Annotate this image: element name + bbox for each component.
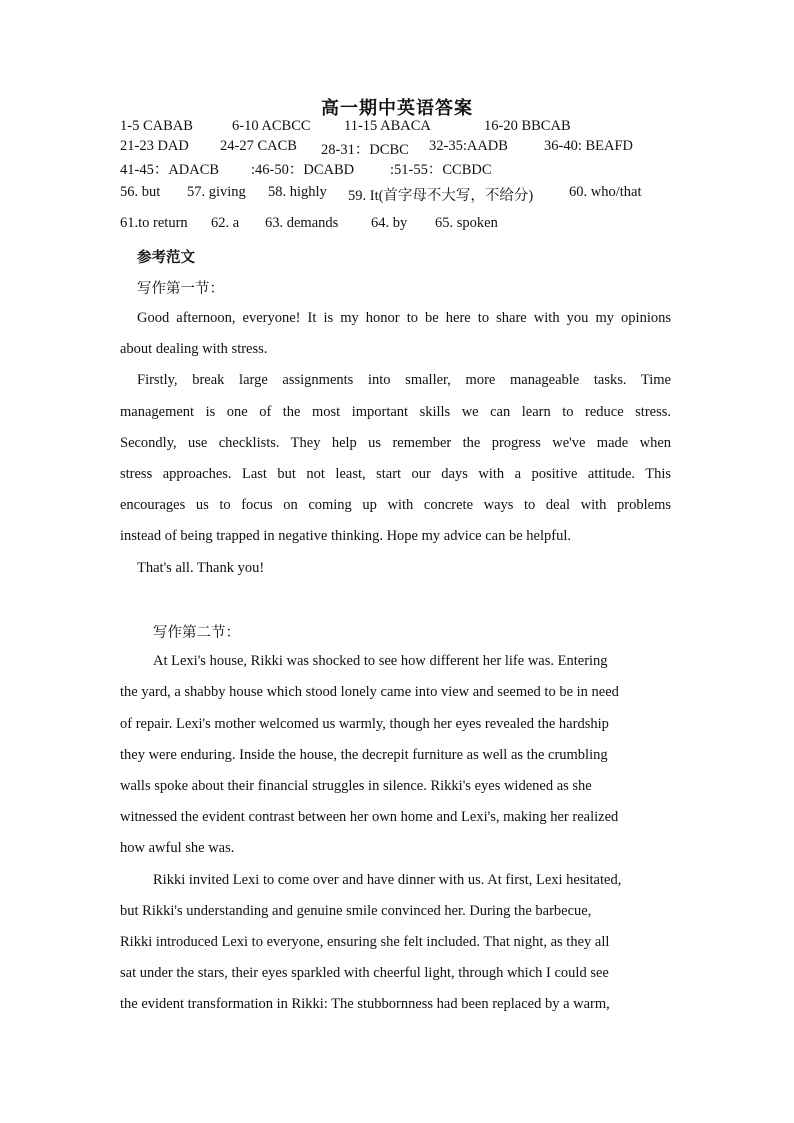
answer-group: 65. spoken [435, 215, 498, 231]
essay-line: management is one of the most important skills we can learn to reduce stress. [120, 404, 671, 420]
essay-line: the yard, a shabby house which stood lonely came into view and seemed to be in need [120, 684, 619, 700]
answer-group: 62. a [211, 215, 240, 231]
answer-group: 1-5 CABAB [120, 118, 193, 134]
essay-line: sat under the stars, their eyes sparkled with cheerful light, through which I could see [120, 965, 609, 981]
essay-line: encourages us to focus on coming up with concrete ways to deal with problems [120, 497, 671, 513]
essay-line: about dealing with stress. [120, 341, 268, 357]
essay-line: witnessed the evident contrast between her own home and Lexi's, making her realized [120, 809, 619, 825]
answer-group: 57. giving [187, 184, 246, 200]
answer-group: 36-40: BEAFD [544, 138, 634, 154]
answer-group: 32-35:AADB [429, 138, 508, 154]
essay-line: Rikki invited Lexi to come over and have dinner with us. At first, Lexi hesitated, [153, 872, 622, 888]
essay-line: of repair. Lexi's mother welcomed us warmly, though her eyes revealed the hardship [120, 716, 609, 732]
essay-line: At Lexi's house, Rikki was shocked to see how different her life was. Entering [153, 653, 608, 669]
writing-1-heading: 写作第一节： [137, 281, 224, 297]
essay-line: how awful she was. [120, 840, 235, 856]
answer-group: :46-50：DCABD [251, 162, 355, 178]
answer-group: 60. who/that [569, 184, 642, 200]
answer-group: 11-15 ABACA [344, 118, 431, 134]
essay-line: Secondly, use checklists. They help us remember the progress we've made when [120, 435, 671, 451]
answer-group: 41-45：ADACB [120, 162, 220, 178]
essay-line: Good afternoon, everyone! It is my honor to be here to share with you my opinions [137, 310, 671, 326]
essay-line: walls spoke about their financial struggles in silence. Rikki's eyes widened as she [120, 778, 592, 794]
answer-group: 64. by [371, 215, 408, 231]
answer-group: 63. demands [265, 215, 339, 231]
sample-heading: 参考范文 [137, 250, 195, 266]
writing-2-heading: 写作第二节： [153, 625, 240, 641]
essay-line: That's all. Thank you! [137, 560, 265, 576]
essay-line: they were enduring. Inside the house, the decrepit furniture as well as the crumbling [120, 747, 608, 763]
essay-line: instead of being trapped in negative thinking. Hope my advice can be helpful. [120, 528, 571, 544]
page-title: 高一期中英语答案 [321, 98, 473, 118]
essay-line: but Rikki's understanding and genuine smile convinced her. During the barbecue, [120, 903, 592, 919]
answer-group: 61.to return [120, 215, 188, 231]
answer-group: 28-31：DCBC [321, 142, 409, 158]
answer-group: 58. highly [268, 184, 327, 200]
answer-group: 6-10 ACBCC [232, 118, 311, 134]
answer-group: 16-20 BBCAB [484, 118, 571, 134]
answer-group: 21-23 DAD [120, 138, 189, 154]
answer-group: :51-55：CCBDC [390, 162, 492, 178]
essay-line: Firstly, break large assignments into smaller, more manageable tasks. Time [137, 372, 671, 388]
answer-group: 56. but [120, 184, 161, 200]
essay-line: stress approaches. Last but not least, start our days with a positive attitude. This [120, 466, 671, 482]
essay-line: Rikki introduced Lexi to everyone, ensuring she felt included. That night, as they all [120, 934, 610, 950]
answer-group: 24-27 CACB [220, 138, 297, 154]
answer-group: 59. It(首字母不大写，不给分) [348, 188, 534, 204]
essay-line: the evident transformation in Rikki: The stubbornness had been replaced by a warm, [120, 996, 610, 1012]
